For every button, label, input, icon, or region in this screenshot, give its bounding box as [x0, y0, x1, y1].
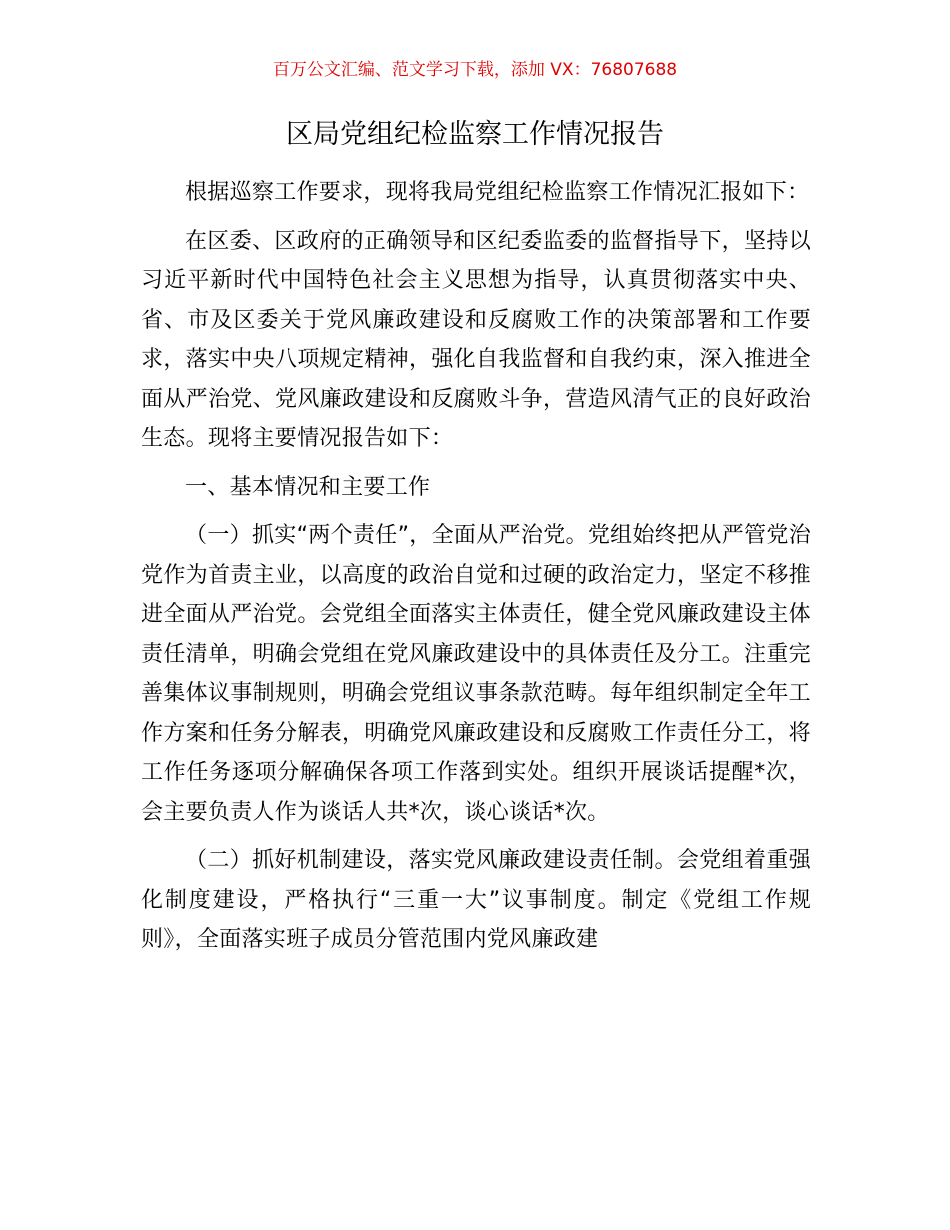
- document-title: 区局党组纪检监察工作情况报告: [286, 119, 664, 150]
- watermark-header: 百万公文汇编、范文学习下载，添加 VX：76807688: [272, 60, 678, 80]
- intro-paragraph: 根据巡察工作要求，现将我局党组纪检监察工作情况汇报如下：: [185, 180, 810, 205]
- document-body: [141, 173, 811, 960]
- subsection-paragraph-2: （二）抓好机制建设，落实党风廉政建设责任制。会党组着重强化制度建设，严格执行“三重一大”议事制度。制定《党组工作规则》，全面落实班子成员分管范围内党风廉政建: [141, 848, 811, 952]
- lead-paragraph: 在区委、区政府的正确领导和区纪委监委的监督指导下，坚持以习近平新时代中国特色社会主义思想为指导，认真贯彻落实中央、省、市及区委关于党风廉政建设和反腐败工作的决策部署和工作要求，落实中央八项规定精神，强化自我监督和自我约束，深入推进全面从严治党、党风廉政建设和反腐败斗争，营造风清气正的良好政治生态。现将主要情况报告如下：: [141, 228, 811, 451]
- section-heading-1: 一、基本情况和主要工作: [185, 474, 431, 500]
- subsection-paragraph-1: （一）抓实“两个责任”，全面从严治党。党组始终把从严管党治党作为首责主业，以高度的政治自觉和过硬的政治定力，坚定不移推进全面从严治党。会党组全面落实主体责任，健全党风廉政建设主体责任清单，明确会党组在党风廉政建设中的具体责任及分工。注重完善集体议事制规则，明确会党组议事条款范畴。每年组织制定全年工作方案和任务分解表，明确党风廉政建设和反腐败工作责任分工，将工作任务逐项分解确保各项工作落到实处。组织开展谈话提醒*次，会主要负责人作为谈话人共*次，谈心谈话*次。: [141, 523, 811, 825]
